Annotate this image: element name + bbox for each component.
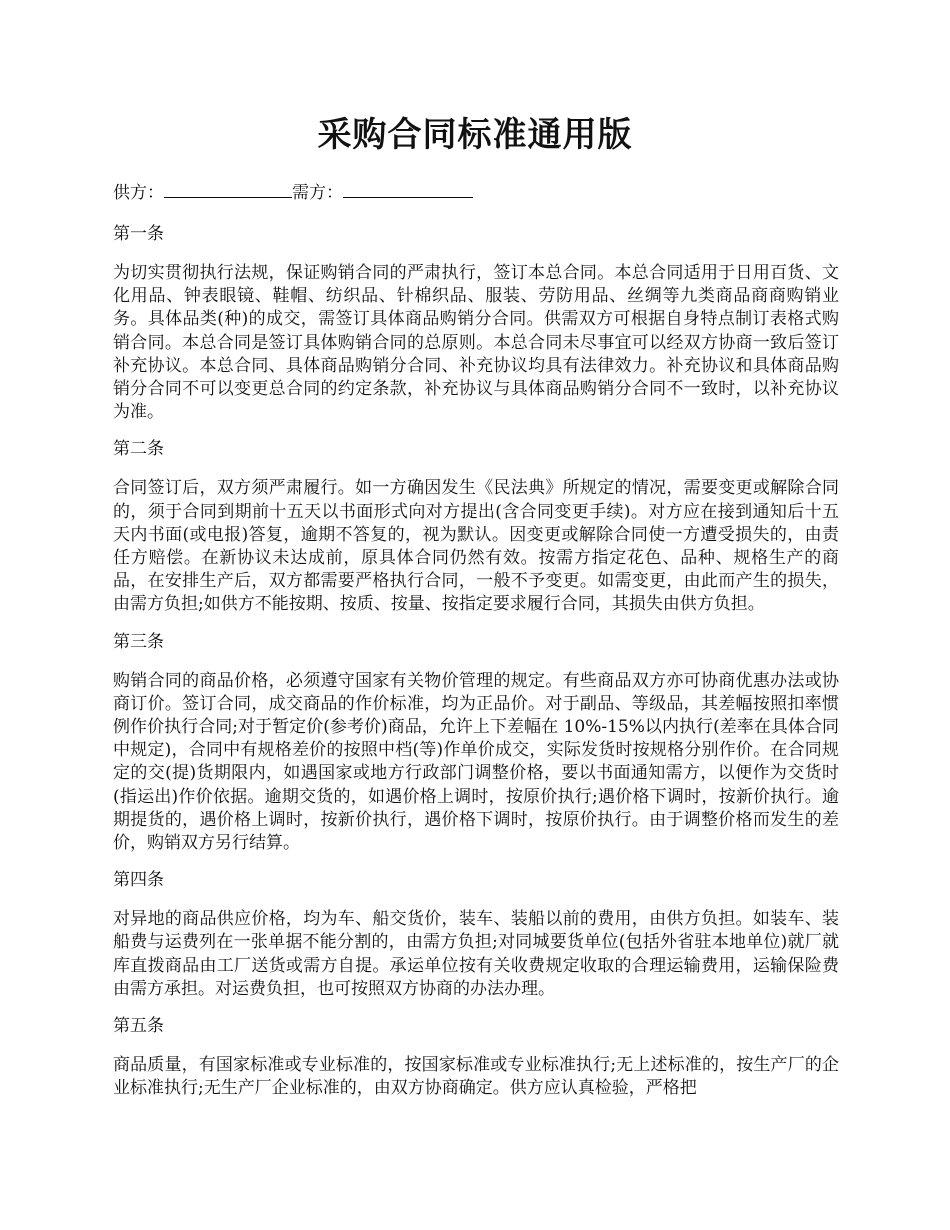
document-title: 采购合同标准通用版 <box>317 115 633 155</box>
article-heading: 第三条 <box>113 631 164 652</box>
article-2 <box>113 437 839 616</box>
article-heading: 第五条 <box>113 1016 164 1037</box>
article-5 <box>113 1014 839 1100</box>
article-heading: 第四条 <box>113 870 164 891</box>
article-text: 对异地的商品供应价格，均为车、船交货价，装车、装船以前的费用，由供方负担。如装车、装船费与运费列在一张单据不能分割的，由需方负担;对同城要货单位(包括外省驻本地单位)就厂就库直拨商品由工厂送货或需方自提。承运单位按有关收费规定收取的合理运输费用，运输保险费由需方承担。对运费负担，也可按照双方协商的办法办理。 <box>113 909 839 999</box>
article-text: 为切实贯彻执行法规，保证购销合同的严肃执行，签订本总合同。本总合同适用于日用百货、文化用品、钟表眼镜、鞋帽、纺织品、针棉织品、服装、劳防用品、丝绸等九类商品商商购销业务。具体品类(种)的成交，需签订具体商品购销分合同。供需双方可根据自身特点制订表格式购销合同。本总合同是签订具体购销合同的总原则。本总合同未尽事宜可以经双方协商一致后签订补充协议。本总合同、具体商品购销分合同、补充协议均具有法律效力。补充协议和具体商品购销分合同不可以变更总合同的约定条款，补充协议与具体商品购销分合同不一致时，以补充协议为准。 <box>113 263 839 423</box>
article-1 <box>113 222 839 424</box>
parties-line <box>113 180 473 206</box>
article-heading: 第二条 <box>113 439 164 460</box>
supplier-blank <box>164 181 292 198</box>
article-text: 合同签订后，双方须严肃履行。如一方确因发生《民法典》所规定的情况，需要变更或解除合同的，须于合同到期前十五天以书面形式向对方提出(含合同变更手续)。对方应在接到通知后十五天内书面(或电报)答复，逾期不答复的，视为默认。因变更或解除合同使一方遭受损失的，由责任方赔偿。在新协议未达成前，原具体合同仍然有效。按需方指定花色、品种、规格生产的商品，在安排生产后，双方都需要严格执行合同，一般不予变更。如需变更，由此而产生的损失，由需方负担;如供方不能按期、按质、按量、按指定要求履行合同，其损失由供方负担。 <box>113 478 839 615</box>
contract-body <box>113 222 839 1113</box>
article-text: 商品质量，有国家标准或专业标准的，按国家标准或专业标准执行;无上述标准的，按生产厂的企业标准执行;无生产厂企业标准的，由双方协商确定。供方应认真检验，严格把 <box>113 1055 839 1099</box>
article-4 <box>113 868 839 1001</box>
buyer-blank <box>343 181 473 198</box>
article-heading: 第一条 <box>113 224 164 244</box>
supplier-label: 供方： <box>113 183 164 203</box>
buyer-label: 需方： <box>292 183 343 203</box>
article-text: 购销合同的商品价格，必须遵守国家有关物价管理的规定。有些商品双方亦可协商优惠办法或协商订价。签订合同，成交商品的作价标准，均为正品价。对于副品、等级品，其差幅按照扣率惯例作价执行合同;对于暂定价(参考价)商品，允许上下差幅在 10%-15%以内执行(差率在具体合同中规定)，合同中有规格差价的按照中档(等)作单价成交，实际发货时按规格分别作价。在合同规定的交(提)货期限内，如遇国家或地方行政部门调整价格，要以书面通知需方，以便作为交货时(指运出)作价依据。逾期交货的，如遇价格上调时，按原价执行;遇价格下调时，按新价执行。逾期提货的，遇价格上调时，按新价执行，遇价格下调时，按原价执行。由于调整价格而发生的差价，购销双方另行结算。 <box>113 670 839 854</box>
article-3 <box>113 630 839 856</box>
